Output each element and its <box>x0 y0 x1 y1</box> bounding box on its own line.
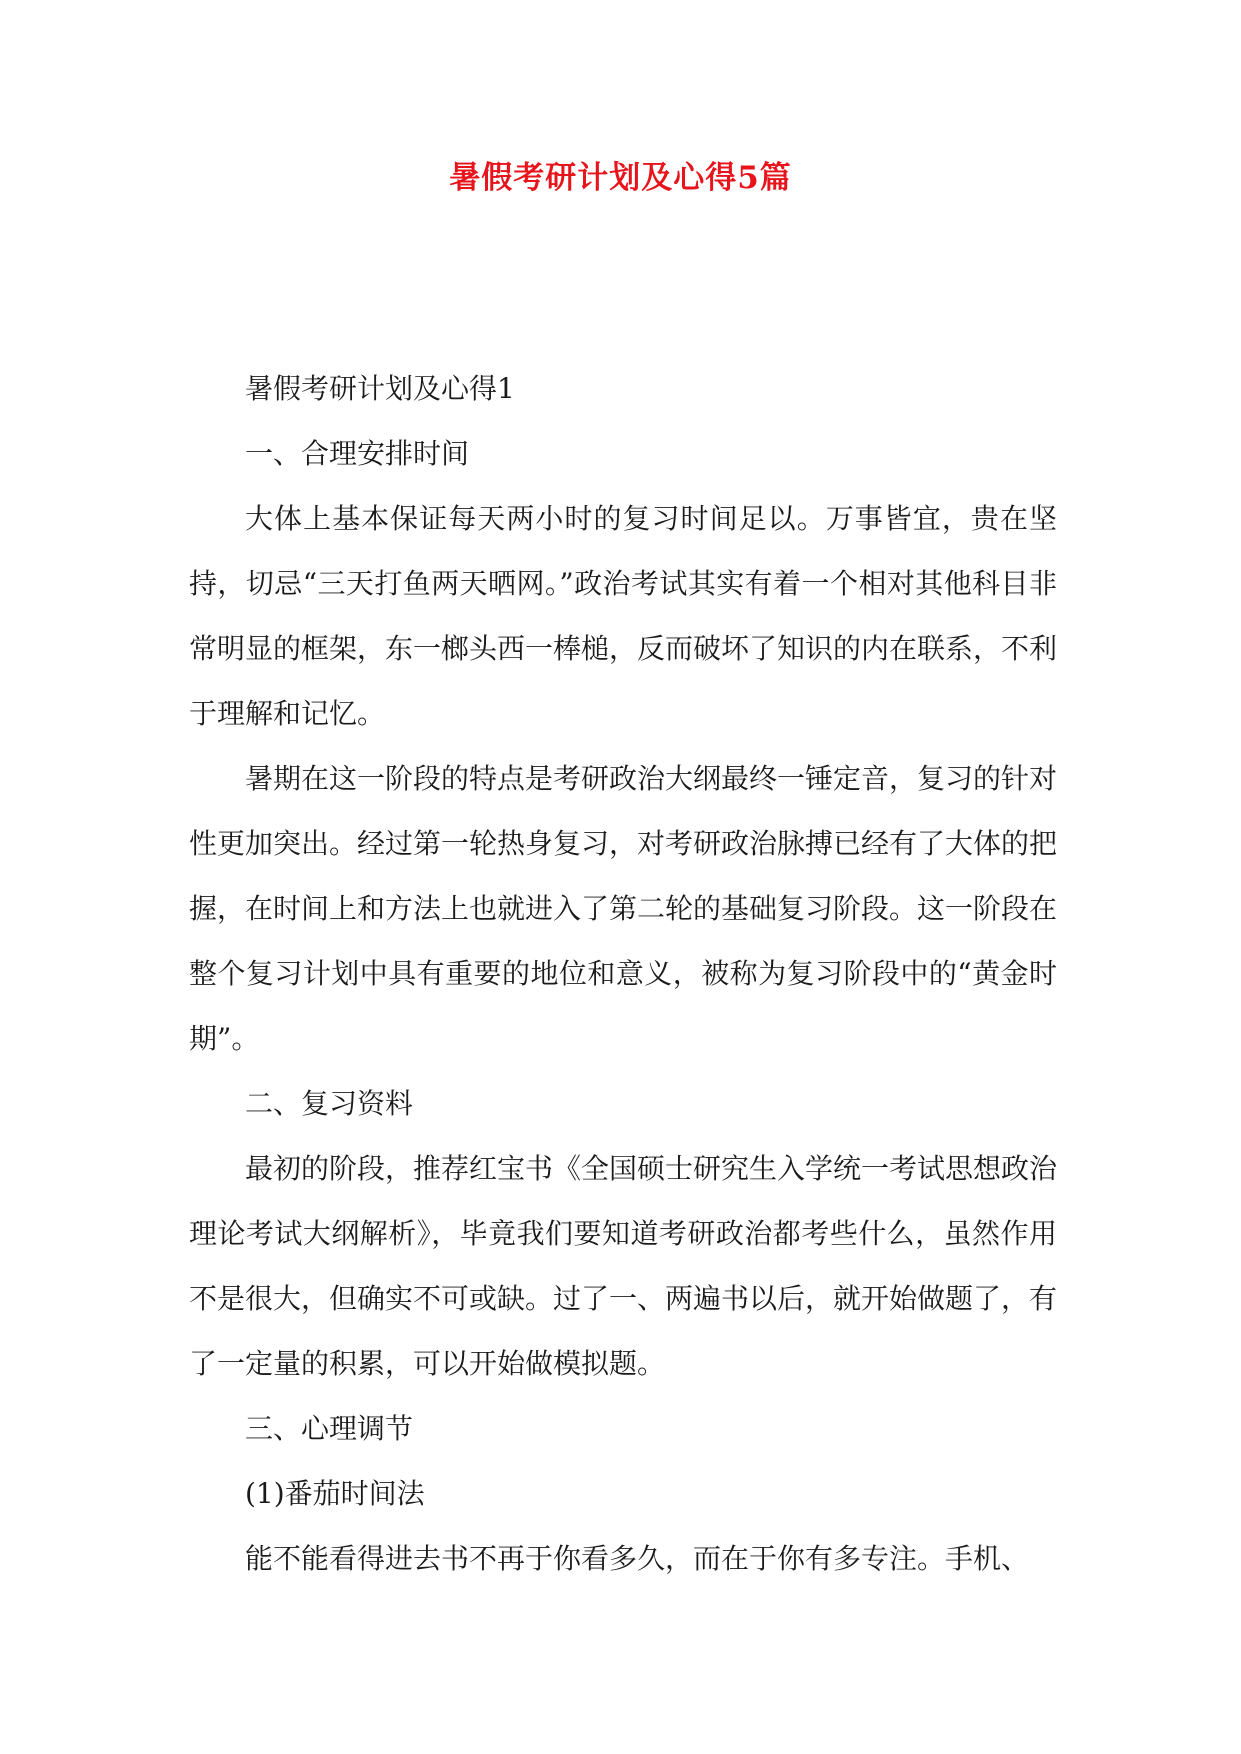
paragraph-focus: 能不能看得进去书不再于你看多久，而在于你有多专注。手机、 <box>245 1542 1030 1575</box>
subheading-pomodoro: (1)番茄时间法 <box>245 1477 425 1510</box>
document-title: 暑假考研计划及心得5篇 <box>449 160 792 196</box>
subheading-mental-adjustment: 三、心理调节 <box>245 1412 414 1445</box>
document-body <box>189 356 1057 1591</box>
section-title: 暑假考研计划及心得1 <box>245 372 515 405</box>
paragraph-time-arrangement: 大体上基本保证每天两小时的复习时间足以。万事皆宜，贵在坚持，切忌“三天打鱼两天晒网。”政治考试其实有着一个相对其他科目非常明显的框架，东一榔头西一棒槌，反而破坏了知识的内在联系，不利于理解和记忆。 <box>189 502 1058 730</box>
subheading-time-arrangement: 一、合理安排时间 <box>245 437 470 470</box>
subheading-review-materials: 二、复习资料 <box>245 1087 414 1120</box>
paragraph-review-materials: 最初的阶段，推荐红宝书《全国硕士研究生入学统一考试思想政治理论考试大纲解析》，毕竟我们要知道考研政治都考些什么，虽然作用不是很大，但确实不可或缺。过了一、两遍书以后，就开始做题了，有了一定量的积累，可以开始做模拟题。 <box>189 1152 1058 1380</box>
paragraph-summer-stage: 暑期在这一阶段的特点是考研政治大纲最终一锤定音，复习的针对性更加突出。经过第一轮热身复习，对考研政治脉搏已经有了大体的把握，在时间上和方法上也就进入了第二轮的基础复习阶段。这一阶段在整个复习计划中具有重要的地位和意义，被称为复习阶段中的“黄金时期”。 <box>189 762 1058 1055</box>
